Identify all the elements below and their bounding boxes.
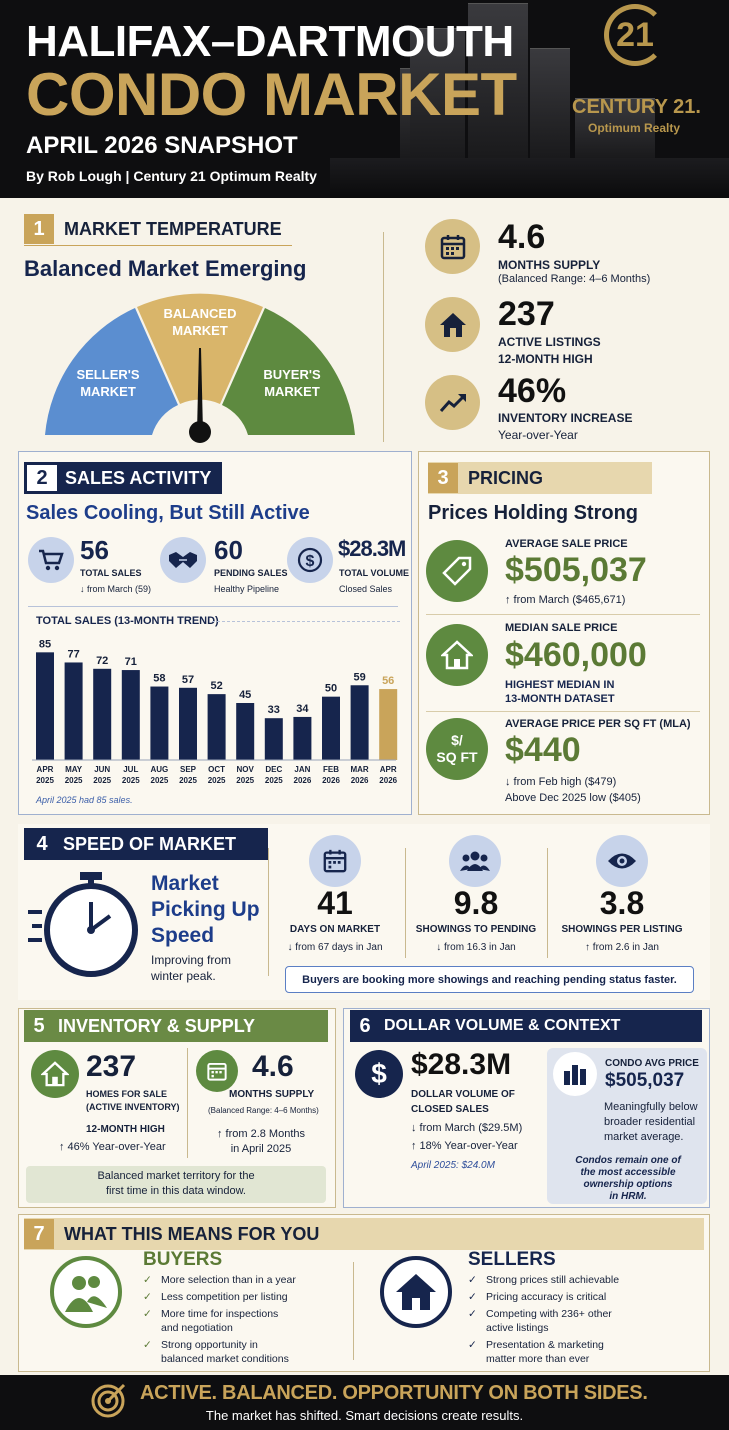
inventory-value-months: 4.6	[252, 1050, 294, 1083]
speed-value-showings-listing: 3.8	[599, 885, 645, 921]
section-title: MARKET TEMPERATURE	[64, 218, 282, 239]
inventory-label-months: MONTHS SUPPLY	[229, 1089, 315, 1100]
kpi-sub-total-volume: Closed Sales	[339, 584, 393, 594]
section-title: DOLLAR VOLUME & CONTEXT	[384, 1017, 621, 1034]
chart-tick-label: AUG	[150, 765, 169, 774]
section-2-header	[24, 462, 222, 494]
section-title: SALES ACTIVITY	[65, 467, 212, 488]
section-number: 3	[428, 463, 458, 493]
kpi-value-pending-sales: 60	[214, 535, 243, 565]
buyers-item-text: More selection than in a year	[161, 1274, 296, 1286]
section-1-header	[24, 213, 294, 245]
stat-label-inventory-increase: INVENTORY INCREASE	[498, 411, 633, 425]
chart-bar	[208, 694, 226, 760]
dollar-icon	[287, 537, 333, 583]
title-line-3: APRIL 2026 SNAPSHOT	[26, 132, 298, 159]
speed-note: Buyers are booking more showings and reaching pending status faster.	[285, 966, 694, 993]
chart-tick-label: 2025	[264, 776, 283, 785]
buyers-item	[143, 1290, 333, 1304]
kpi-value-total-volume: $28.3M	[338, 536, 406, 561]
check-icon: ✓	[143, 1339, 152, 1351]
speed-value-showings-pending: 9.8	[453, 885, 499, 921]
buyers-icon	[50, 1256, 122, 1328]
section-5-header	[24, 1010, 328, 1042]
price-value-sqft: $440	[505, 731, 581, 769]
section-4-header	[24, 828, 268, 860]
buyers-item-text: More time for inspections and negotiation	[161, 1308, 279, 1334]
chart-tick-label: NOV	[236, 765, 254, 774]
chart-value-label: 33	[267, 704, 280, 717]
chart-tick-label: MAY	[65, 765, 83, 774]
handshake-icon	[160, 537, 206, 583]
chart-tick-label: APR	[36, 765, 54, 774]
sellers-item	[468, 1290, 668, 1304]
chart-value-label: 58	[153, 672, 166, 685]
chart-bar	[379, 689, 397, 760]
chart-title: TOTAL SALES (13-MONTH TREND)	[36, 615, 219, 627]
inventory-note: Balanced market territory for the first time in this data window.	[26, 1166, 326, 1203]
svg-text:$: $	[305, 553, 315, 570]
section-number: 4	[36, 833, 48, 855]
buyers-item	[143, 1273, 333, 1287]
price-sub-median: HIGHEST MEDIAN IN 13-MONTH DATASET	[505, 679, 615, 705]
gauge-label-seller: SELLER'S MARKET	[76, 367, 140, 399]
dollar-icon: $	[355, 1050, 403, 1098]
inventory-range-months: (Balanced Range: 4–6 Months)	[208, 1106, 319, 1115]
section-7-header	[24, 1218, 704, 1250]
price-value-median: $460,000	[505, 636, 647, 674]
inventory-label-homes: HOMES FOR SALE (ACTIVE INVENTORY)	[86, 1089, 180, 1112]
footer-headline: ACTIVE. BALANCED. OPPORTUNITY ON BOTH SIDES.	[140, 1382, 648, 1404]
buyers-title: BUYERS	[143, 1249, 223, 1270]
chart-tick-label: 2026	[350, 776, 369, 785]
chart-tick-label: 2025	[179, 776, 197, 785]
stat-value-active-listings: 237	[498, 295, 555, 333]
chart-tick-label: 2025	[36, 776, 54, 785]
buyers-item	[143, 1338, 333, 1366]
house-icon	[425, 297, 480, 352]
section-3-subtitle: Prices Holding Strong	[428, 502, 639, 524]
speed-label-dom: DAYS ON MARKET	[289, 924, 381, 935]
footer-banner	[0, 1375, 729, 1430]
price-sub-average: ↑ from March ($465,671)	[505, 594, 626, 606]
condo-note: Condos remain one of the most accessible ownership options in HRM.	[575, 1155, 681, 1202]
chart-value-label: 34	[296, 702, 309, 715]
sales-trend-chart	[28, 628, 404, 796]
brand-subtitle: Optimum Realty	[588, 121, 681, 135]
section-2-subtitle: Sales Cooling, But Still Active	[26, 502, 310, 524]
buyers-list	[143, 1273, 333, 1369]
chart-bar	[122, 670, 140, 760]
speed-value-dom: 41	[317, 885, 353, 921]
sellers-item	[468, 1338, 668, 1366]
trend-up-icon	[425, 375, 480, 430]
stat-sub-months-supply: (Balanced Range: 4–6 Months)	[498, 273, 651, 285]
chart-bar	[265, 718, 283, 760]
speed-headline: Market Picking Up Speed	[151, 872, 260, 947]
kpi-sub-pending-sales: Healthy Pipeline	[214, 584, 280, 594]
chart-tick-label: JUL	[123, 765, 139, 774]
people-icon	[449, 835, 501, 887]
section-title: WHAT THIS MEANS FOR YOU	[64, 1223, 320, 1244]
buyers-item-text: Strong opportunity in balanced market conditions	[161, 1339, 289, 1365]
chart-value-label: 50	[324, 682, 338, 695]
sellers-title: SELLERS	[468, 1249, 556, 1270]
logo-number: 21	[616, 15, 654, 54]
section-number: 2	[27, 465, 57, 491]
check-icon: ✓	[468, 1339, 477, 1351]
gauge-label-buyer: BUYER'S MARKET	[263, 367, 321, 399]
sellers-icon	[380, 1256, 452, 1328]
sellers-item-text: Presentation & marketing matter more than ever	[486, 1339, 604, 1365]
check-icon: ✓	[143, 1291, 152, 1303]
section-number: 7	[24, 1219, 54, 1249]
chart-bar	[322, 697, 340, 760]
chart-tick-label: DEC	[265, 765, 283, 774]
cart-icon	[28, 537, 74, 583]
building-icon	[553, 1052, 597, 1096]
eye-icon	[596, 835, 648, 887]
volume-label: DOLLAR VOLUME OF CLOSED SALES	[411, 1089, 515, 1115]
sellers-item-text: Strong prices still achievable	[486, 1274, 620, 1286]
chart-note: April 2025 had 85 sales.	[36, 795, 133, 805]
price-label-sqft: AVERAGE PRICE PER SQ FT (MLA)	[505, 718, 691, 730]
header-banner	[0, 0, 729, 198]
speed-label-showings-pending: SHOWINGS TO PENDING	[415, 924, 537, 935]
gauge-pivot	[189, 421, 211, 443]
volume-sub-1: ↓ from March ($29.5M)	[411, 1122, 523, 1134]
section-number: 5	[33, 1015, 45, 1037]
chart-bar	[93, 669, 111, 760]
chart-tick-label: SEP	[179, 765, 197, 774]
kpi-label-pending-sales: PENDING SALES	[214, 568, 288, 578]
chart-tick-label: FEB	[323, 765, 339, 774]
section-6-header	[350, 1010, 702, 1042]
kpi-sub-total-sales: ↓ from March (59)	[80, 584, 152, 594]
chart-tick-label: APR	[379, 765, 397, 774]
speed-sub-showings-pending: ↓ from 16.3 in Jan	[436, 942, 516, 953]
chart-bar	[179, 688, 197, 760]
price-per-sqft-icon: $/ SQ FT	[426, 718, 488, 780]
chart-tick-label: 2025	[121, 776, 140, 785]
calendar-icon	[196, 1050, 238, 1092]
check-icon: ✓	[143, 1308, 152, 1320]
chart-value-label: 56	[382, 675, 395, 688]
chart-value-label: 71	[124, 656, 137, 669]
chart-tick-label: 2025	[93, 776, 112, 785]
sellers-item-text: Competing with 236+ other active listings	[486, 1308, 612, 1334]
section-3-header	[428, 462, 652, 494]
stat-value-months-supply: 4.6	[498, 218, 546, 256]
section-title: INVENTORY & SUPPLY	[58, 1015, 256, 1036]
title-line-2: CONDO MARKET	[26, 61, 517, 128]
chart-value-label: 45	[239, 689, 252, 701]
section-title: SPEED OF MARKET	[63, 833, 237, 854]
stat-sub-inventory-increase: Year-over-Year	[498, 428, 578, 442]
stat-sub-active-listings: 12-MONTH HIGH	[498, 352, 593, 366]
byline: By Rob Lough | Century 21 Optimum Realty	[26, 168, 317, 184]
sellers-item	[468, 1307, 668, 1335]
price-sub-sqft: ↓ from Feb high ($479) Above Dec 2025 low ($405)	[505, 776, 641, 804]
section-number: 1	[24, 214, 54, 244]
price-label-average: AVERAGE SALE PRICE	[505, 538, 628, 550]
chart-bar	[236, 703, 254, 760]
stopwatch-icon	[28, 870, 140, 980]
price-label-median: MEDIAN SALE PRICE	[505, 622, 618, 634]
chart-tick-label: JUN	[94, 765, 111, 774]
volume-sub-2: ↑ 18% Year-over-Year	[411, 1140, 518, 1152]
chart-bar	[351, 685, 369, 760]
chart-tick-label: 2025	[236, 776, 255, 785]
chart-tick-label: 2026	[322, 776, 340, 785]
check-icon: ✓	[468, 1291, 477, 1303]
calendar-icon	[425, 219, 480, 274]
stat-label-months-supply: MONTHS SUPPLY	[498, 258, 601, 272]
inventory-sub-months: ↑ from 2.8 Months in April 2025	[216, 1128, 306, 1155]
footer-sub: The market has shifted. Smart decisions create results.	[205, 1408, 524, 1423]
title-line-1: HALIFAX–DARTMOUTH	[26, 17, 514, 66]
check-icon: ✓	[468, 1274, 477, 1286]
condo-desc: Meaningfully below broader residential market average.	[604, 1101, 698, 1143]
sellers-item	[468, 1273, 668, 1287]
speed-sub-showings-listing: ↑ from 2.6 in Jan	[585, 942, 659, 953]
chart-bar	[293, 717, 311, 760]
chart-value-label: 52	[210, 680, 223, 693]
inventory-sub-homes-2: ↑ 46% Year-over-Year	[59, 1141, 166, 1153]
condo-value: $505,037	[605, 1070, 685, 1091]
gauge-label-balanced: BALANCED MARKET	[163, 306, 237, 338]
calendar-icon	[309, 835, 361, 887]
house-icon	[426, 624, 488, 686]
chart-value-label: 85	[38, 638, 52, 651]
chart-value-label: 57	[181, 673, 195, 686]
chart-tick-label: JAN	[294, 765, 311, 774]
house-icon	[31, 1050, 79, 1098]
kpi-label-total-volume: TOTAL VOLUME	[339, 568, 410, 578]
brand-name: CENTURY 21.	[572, 96, 701, 118]
kpi-label-total-sales: TOTAL SALES	[80, 568, 142, 578]
sellers-list	[468, 1273, 668, 1369]
chart-value-label: 59	[353, 671, 366, 684]
chart-tick-label: MAR	[350, 765, 369, 774]
chart-tick-label: 2025	[207, 776, 226, 785]
century21-logo	[604, 4, 666, 66]
inventory-value-homes: 237	[86, 1050, 137, 1083]
chart-bar	[150, 687, 168, 760]
section-title: PRICING	[468, 467, 544, 488]
chart-value-label: 77	[67, 648, 80, 661]
buyers-item	[143, 1307, 333, 1335]
chart-value-label: 72	[96, 654, 109, 667]
price-tag-icon	[426, 540, 488, 602]
buyers-item-text: Less competition per listing	[161, 1291, 288, 1303]
chart-tick-label: 2025	[64, 776, 83, 785]
check-icon: ✓	[143, 1274, 152, 1286]
inventory-sub-homes-1: 12-MONTH HIGH	[86, 1124, 165, 1135]
chart-tick-label: 2025	[150, 776, 169, 785]
speed-sub: Improving from winter peak.	[151, 953, 232, 983]
condo-label: CONDO AVG PRICE	[605, 1058, 699, 1069]
stat-value-inventory-increase: 46%	[498, 372, 567, 410]
volume-sub-3: April 2025: $24.0M	[411, 1160, 495, 1171]
speed-label-showings-listing: SHOWINGS PER LISTING	[561, 924, 683, 935]
section-number: 6	[359, 1015, 371, 1037]
volume-value: $28.3M	[411, 1048, 512, 1081]
speed-sub-dom: ↓ from 67 days in Jan	[287, 942, 383, 953]
stat-label-active-listings: ACTIVE LISTINGS	[498, 335, 601, 349]
chart-tick-label: 2026	[379, 776, 398, 785]
price-value-average: $505,037	[505, 551, 647, 589]
kpi-value-total-sales: 56	[80, 535, 109, 565]
section-1-subtitle: Balanced Market Emerging	[24, 256, 307, 281]
check-icon: ✓	[468, 1308, 477, 1320]
chart-tick-label: OCT	[208, 765, 226, 774]
chart-bar	[36, 652, 54, 760]
chart-bar	[65, 662, 83, 760]
sellers-item-text: Pricing accuracy is critical	[486, 1291, 607, 1303]
chart-tick-label: 2026	[293, 776, 312, 785]
